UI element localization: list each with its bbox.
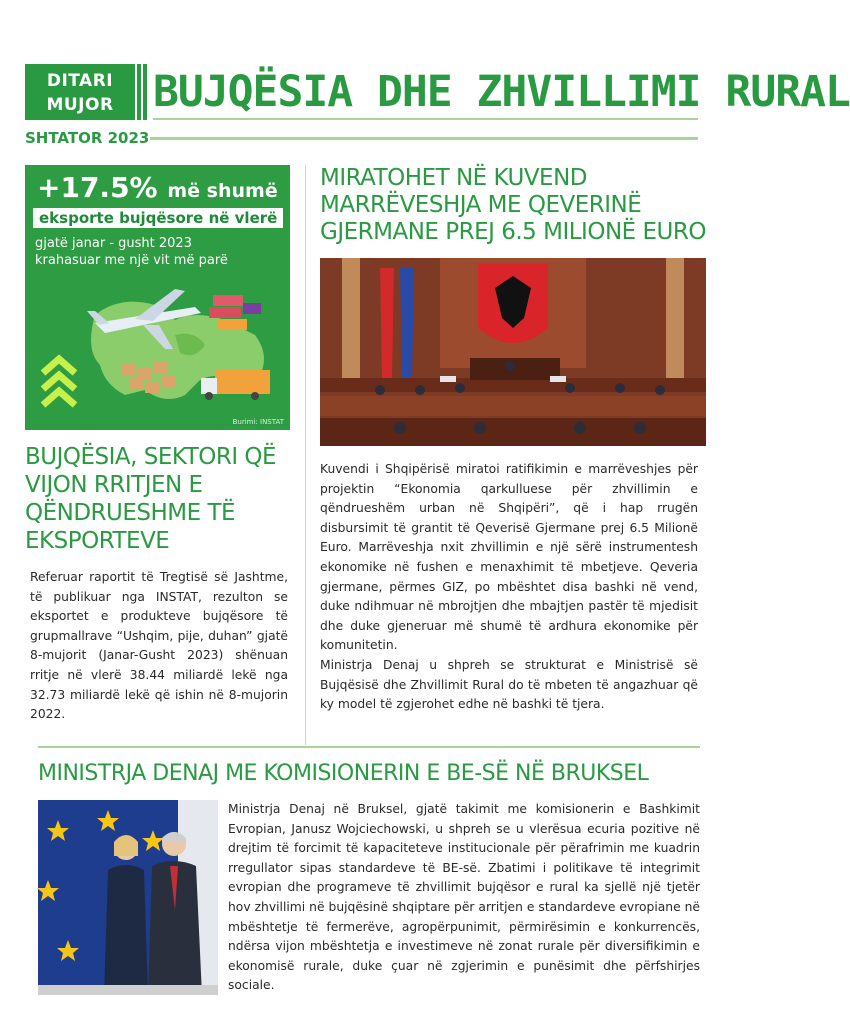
- brussels-article-title: MINISTRJA DENAJ ME KOMISIONERIN E BE-SË NË BRUKSEL: [38, 761, 649, 786]
- column-divider: [305, 165, 306, 745]
- parliament-photo: [320, 258, 706, 446]
- growth-arrows-icon: [43, 359, 75, 405]
- exports-article-body: Referuar raportit të Tregtisë së Jashtme, të publikuar nga INSTAT, rezulton se eksportet e produkteve bujqësore të grupmallrave “Ushqim, pije, duhan” gjatë 8-mujorit (Janar-Gusht 2023) shënuan rritje në vlerë 38.44 miliardë lekë nga 32.73 miliardë lekë që ishin në 8-mujorin 2022.: [30, 570, 288, 722]
- kuvend-paragraph-2: Ministrja Denaj u shpreh se strukturat e Ministrisë së Bujqësisë dhe Zhvillimit Rural do të mbeten të angazhuar që ky model të zgjerohet edhe në bashki të tjera.: [320, 657, 698, 712]
- header-bar-2: [143, 64, 147, 120]
- eu-flag-photo-illustration: [38, 800, 218, 995]
- stat-source: Burimi: INSTAT: [232, 418, 284, 426]
- stat-caption-line-1: gjatë janar - gusht 2023: [35, 236, 192, 251]
- date-rule: [150, 137, 698, 140]
- stat-percent-suffix: më shumë: [167, 180, 278, 202]
- stat-strip: eksporte bujqësore në vlerë: [33, 208, 283, 228]
- kuvend-paragraph-1: Kuvendi i Shqipërisë miratoi ratifikimin e marrëveshjes për projektin “Ekonomia qarkulluese për zhvillimin e qëndrueshëm urban në Shqipëri”, që i hap rrugën disbursimit të grantit të Qeverisë Gjermane prej 6.5 Milionë Euro. Marrëveshja nxit zhvillimin e një sërë instrumentesh ekonomike në fushen e menaxhimit të mbetjeve. Qeveria gjermane, përmes GIZ, po mbështet disa bashki në vend, duke ndihmuar në mbrojtjen dhe mbajtjen pastër të mjedisit dhe duke gjeneruar më shumë të ardhura ekonomike për komunitetin.: [320, 462, 698, 653]
- export-stats-card: [25, 165, 290, 430]
- stat-caption: [35, 235, 275, 269]
- kuvend-article-title: MIRATOHET NË KUVEND MARRËVESHJA ME QEVERINË GJERMANE PREJ 6.5 MILIONË EURO: [320, 165, 706, 245]
- stat-percent: +17.5% më shumë: [37, 171, 278, 204]
- kuvend-article-body: [320, 460, 698, 715]
- badge-line-2: MUJOR: [46, 95, 114, 115]
- publication-badge: [25, 64, 135, 120]
- parliament-illustration: [320, 258, 706, 446]
- issue-date: SHTATOR 2023: [25, 129, 150, 147]
- masthead-underline: [153, 118, 698, 120]
- badge-line-1: DITARI: [46, 71, 114, 91]
- masthead-title: BUJQËSIA DHE ZHVILLIMI RURAL: [153, 67, 850, 117]
- trade-map-illustration: [25, 275, 290, 430]
- brussels-photo: [38, 800, 218, 995]
- exports-article-title: BUJQËSIA, SEKTORI QË VIJON RRITJEN E QËNDRUESHME TË EKSPORTEVE: [25, 444, 277, 554]
- section-rule: [38, 746, 700, 748]
- stat-caption-line-2: krahasuar me një vit më parë: [35, 253, 228, 268]
- header-bar-1: [137, 64, 141, 120]
- brussels-article-body: Ministrja Denaj në Bruksel, gjatë takimit me komisionerin e Bashkimit Evropian, Janusz Wojciechowski, u shpreh se u vlerësua ecuria pozitive në drejtim të forcimit të kapaciteteve institucionale për përafrimin me kuadrin rregullator sipas standardeve të BE-së. Zbatimi i politikave të integrimit evropian dhe programeve të zhvillimit bujqësor e rural ka sjellë një tjetër hov zhvillimi në bujqësinë shqiptare për arritjen e standardeve evropiane në mbështetje të fermerëve, agropërpunimit, përmirësimin e konkurrencës, ndërsa vijon mbështetja e investimeve në zonat rurale për diversifikimin e ekonomisë rurale, duke çuar në zgjerimin e punësimit dhe përfshirjes sociale.: [228, 802, 700, 993]
